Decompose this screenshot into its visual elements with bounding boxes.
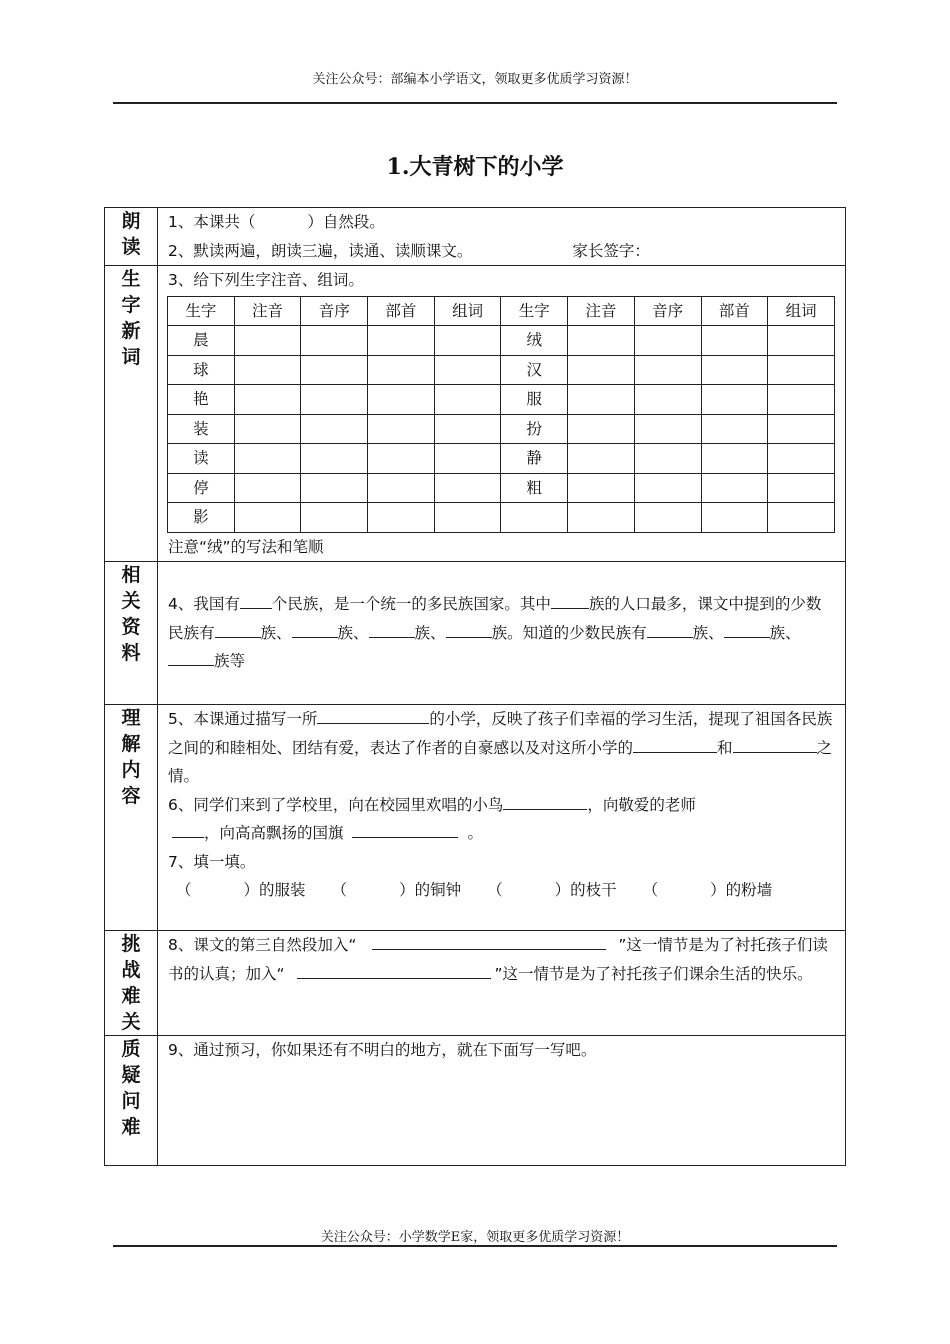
grid-row [168,473,835,503]
answer-cell[interactable] [701,503,768,533]
grid-row [168,385,835,415]
q7-items [168,876,835,905]
grid-header-cell: 注音 [568,296,635,326]
section-label-vocab [105,266,158,562]
grid-header-cell: 音序 [301,296,368,326]
answer-cell[interactable] [701,385,768,415]
label-text: 理解内容 [121,707,141,807]
answer-cell[interactable] [768,355,835,385]
answer-cell[interactable] [434,355,501,385]
answer-blank[interactable] [168,649,214,666]
page-footer: 关注公众号：小学数学E家，领取更多优质学习资源！ [320,1230,630,1245]
section-challenge [158,931,846,1036]
answer-cell[interactable] [634,503,701,533]
section-label-reading [105,208,158,266]
q7-item: （ ）的枝干 [487,881,617,899]
section-materials [158,562,846,705]
answer-cell[interactable] [368,444,435,474]
answer-cell[interactable] [768,414,835,444]
answer-cell[interactable] [368,503,435,533]
vocab-note: 注意“绒”的写法和笔顺 [168,537,324,556]
q7-item: （ ）的粉墙 [642,881,773,899]
grid-header-cell: 生字 [501,296,568,326]
answer-cell[interactable] [301,414,368,444]
character-cell: 绒 [501,326,568,356]
answer-blank[interactable] [292,621,338,638]
answer-cell[interactable] [234,444,301,474]
answer-blank[interactable] [369,621,415,638]
header-rule [113,102,837,104]
grid-header-cell: 组词 [768,296,835,326]
answer-cell[interactable] [368,355,435,385]
label-text: 挑战难关 [121,933,141,1033]
answer-cell[interactable] [568,385,635,415]
answer-cell[interactable] [234,414,301,444]
character-cell: 球 [168,355,235,385]
q1-line: 1、本课共（ ）自然段。 [168,213,385,231]
answer-blank[interactable] [551,592,589,609]
section-label-understanding [105,705,158,931]
character-cell [501,503,568,533]
grid-row [168,444,835,474]
answer-cell[interactable] [368,473,435,503]
answer-cell[interactable] [234,503,301,533]
q8-text: 8、课文的第三自然段加入“ ”这一情节是为了衬托孩子们读书的认真；加入“ ”这一情节是为了衬托孩子们课余生活的快乐。 [158,931,845,988]
parent-sign: 家长签字： [572,241,650,260]
q6-text: 6、同学们来到了学校里，向在校园里欢唱的小鸟 ，向敬爱的老师 ，向高高飘扬的国旗 。 [168,791,835,848]
answer-cell[interactable] [701,444,768,474]
character-cell: 艳 [168,385,235,415]
character-cell: 汉 [501,355,568,385]
q5-text: 5、本课通过描写一所 的小学，反映了孩子们幸福的学习生活，提现了祖国各民族之间的和睦相处、团结有爱，表达了作者的自豪感以及对这所小学的 和 之情。 [168,705,835,791]
section-label-questions [105,1036,158,1166]
answer-blank[interactable] [647,621,693,638]
answer-cell[interactable] [234,355,301,385]
answer-blank[interactable] [352,821,458,838]
q4-text: 4、我国有 个民族，是一个统一的多民族国家。其中 族的人口最多，课文中提到的少数民族有 族、 族、 族、 族。知道的少数民族有 族、 族、族等 [158,590,845,676]
answer-cell[interactable] [568,503,635,533]
section-label-materials [105,562,158,705]
answer-cell[interactable] [301,503,368,533]
grid-header-cell: 组词 [434,296,501,326]
answer-blank[interactable] [172,821,204,838]
answer-cell[interactable] [634,414,701,444]
answer-cell[interactable] [434,503,501,533]
answer-blank[interactable] [446,621,492,638]
character-cell: 晨 [168,326,235,356]
answer-cell[interactable] [634,326,701,356]
grid-header-cell: 部首 [701,296,768,326]
grid-row [168,414,835,444]
section-vocab [158,266,846,562]
section-questions[interactable] [158,1036,846,1166]
answer-cell[interactable] [568,355,635,385]
label-text: 生字新词 [121,268,141,368]
answer-cell[interactable] [768,503,835,533]
answer-blank[interactable] [724,621,770,638]
answer-cell[interactable] [568,326,635,356]
character-cell: 粗 [501,473,568,503]
answer-cell[interactable] [234,326,301,356]
answer-blank[interactable] [503,793,587,810]
answer-blank[interactable] [240,592,272,609]
answer-cell[interactable] [301,326,368,356]
q7-item: （ ）的铜钟 [331,881,462,899]
q3-instruction: 3、给下列生字注音、组词。 [168,271,364,289]
answer-cell[interactable] [768,326,835,356]
answer-blank[interactable] [215,621,261,638]
answer-cell[interactable] [301,473,368,503]
answer-blank[interactable] [297,962,491,979]
character-cell: 装 [168,414,235,444]
q7-title: 7、填一填。 [168,852,256,871]
grid-row [168,503,835,533]
grid-header-cell: 音序 [634,296,701,326]
answer-cell[interactable] [434,444,501,474]
answer-cell[interactable] [434,385,501,415]
answer-cell[interactable] [634,444,701,474]
vocab-grid [167,296,835,533]
character-cell: 扮 [501,414,568,444]
q7-item: （ ）的服装 [176,881,306,899]
worksheet-table [104,207,846,1166]
answer-blank[interactable] [633,736,717,753]
grid-header-cell: 注音 [234,296,301,326]
answer-cell[interactable] [634,473,701,503]
answer-blank[interactable] [317,707,429,724]
answer-blank[interactable] [733,736,817,753]
answer-cell[interactable] [434,473,501,503]
answer-cell[interactable] [701,326,768,356]
section-understanding [158,705,846,931]
answer-cell[interactable] [701,414,768,444]
answer-cell[interactable] [634,385,701,415]
section-label-challenge [105,931,158,1036]
grid-header-cell: 部首 [368,296,435,326]
footer-rule [113,1245,837,1247]
label-text: 朗读 [121,210,141,258]
answer-cell[interactable] [234,473,301,503]
grid-header-cell: 生字 [168,296,235,326]
answer-cell[interactable] [568,473,635,503]
answer-cell[interactable] [368,326,435,356]
answer-cell[interactable] [434,326,501,356]
label-text: 相关资料 [121,564,141,664]
q2-line: 2、默读两遍，朗读三遍，读通、读顺课文。 家长签字： [168,241,650,260]
answer-cell[interactable] [568,414,635,444]
grid-row [168,326,835,356]
answer-cell[interactable] [701,473,768,503]
character-cell: 静 [501,444,568,474]
page-title: 1.大青树下的小学 [386,154,564,180]
answer-cell[interactable] [434,414,501,444]
section-reading [158,208,846,266]
label-text: 质疑问难 [121,1038,141,1138]
answer-cell[interactable] [568,444,635,474]
character-cell: 服 [501,385,568,415]
answer-cell[interactable] [301,355,368,385]
answer-cell[interactable] [768,473,835,503]
answer-cell[interactable] [301,444,368,474]
answer-cell[interactable] [701,355,768,385]
answer-cell[interactable] [768,444,835,474]
q9-text: 9、通过预习，你如果还有不明白的地方，就在下面写一写吧。 [168,1041,597,1059]
character-cell: 影 [168,503,235,533]
answer-blank[interactable] [372,933,606,950]
character-cell: 读 [168,444,235,474]
character-cell: 停 [168,473,235,503]
answer-cell[interactable] [634,355,701,385]
answer-cell[interactable] [768,385,835,415]
answer-cell[interactable] [368,414,435,444]
answer-cell[interactable] [301,385,368,415]
answer-cell[interactable] [234,385,301,415]
page-header: 关注公众号：部编本小学语文，领取更多优质学习资源！ [312,72,638,87]
answer-cell[interactable] [368,385,435,415]
grid-row [168,355,835,385]
